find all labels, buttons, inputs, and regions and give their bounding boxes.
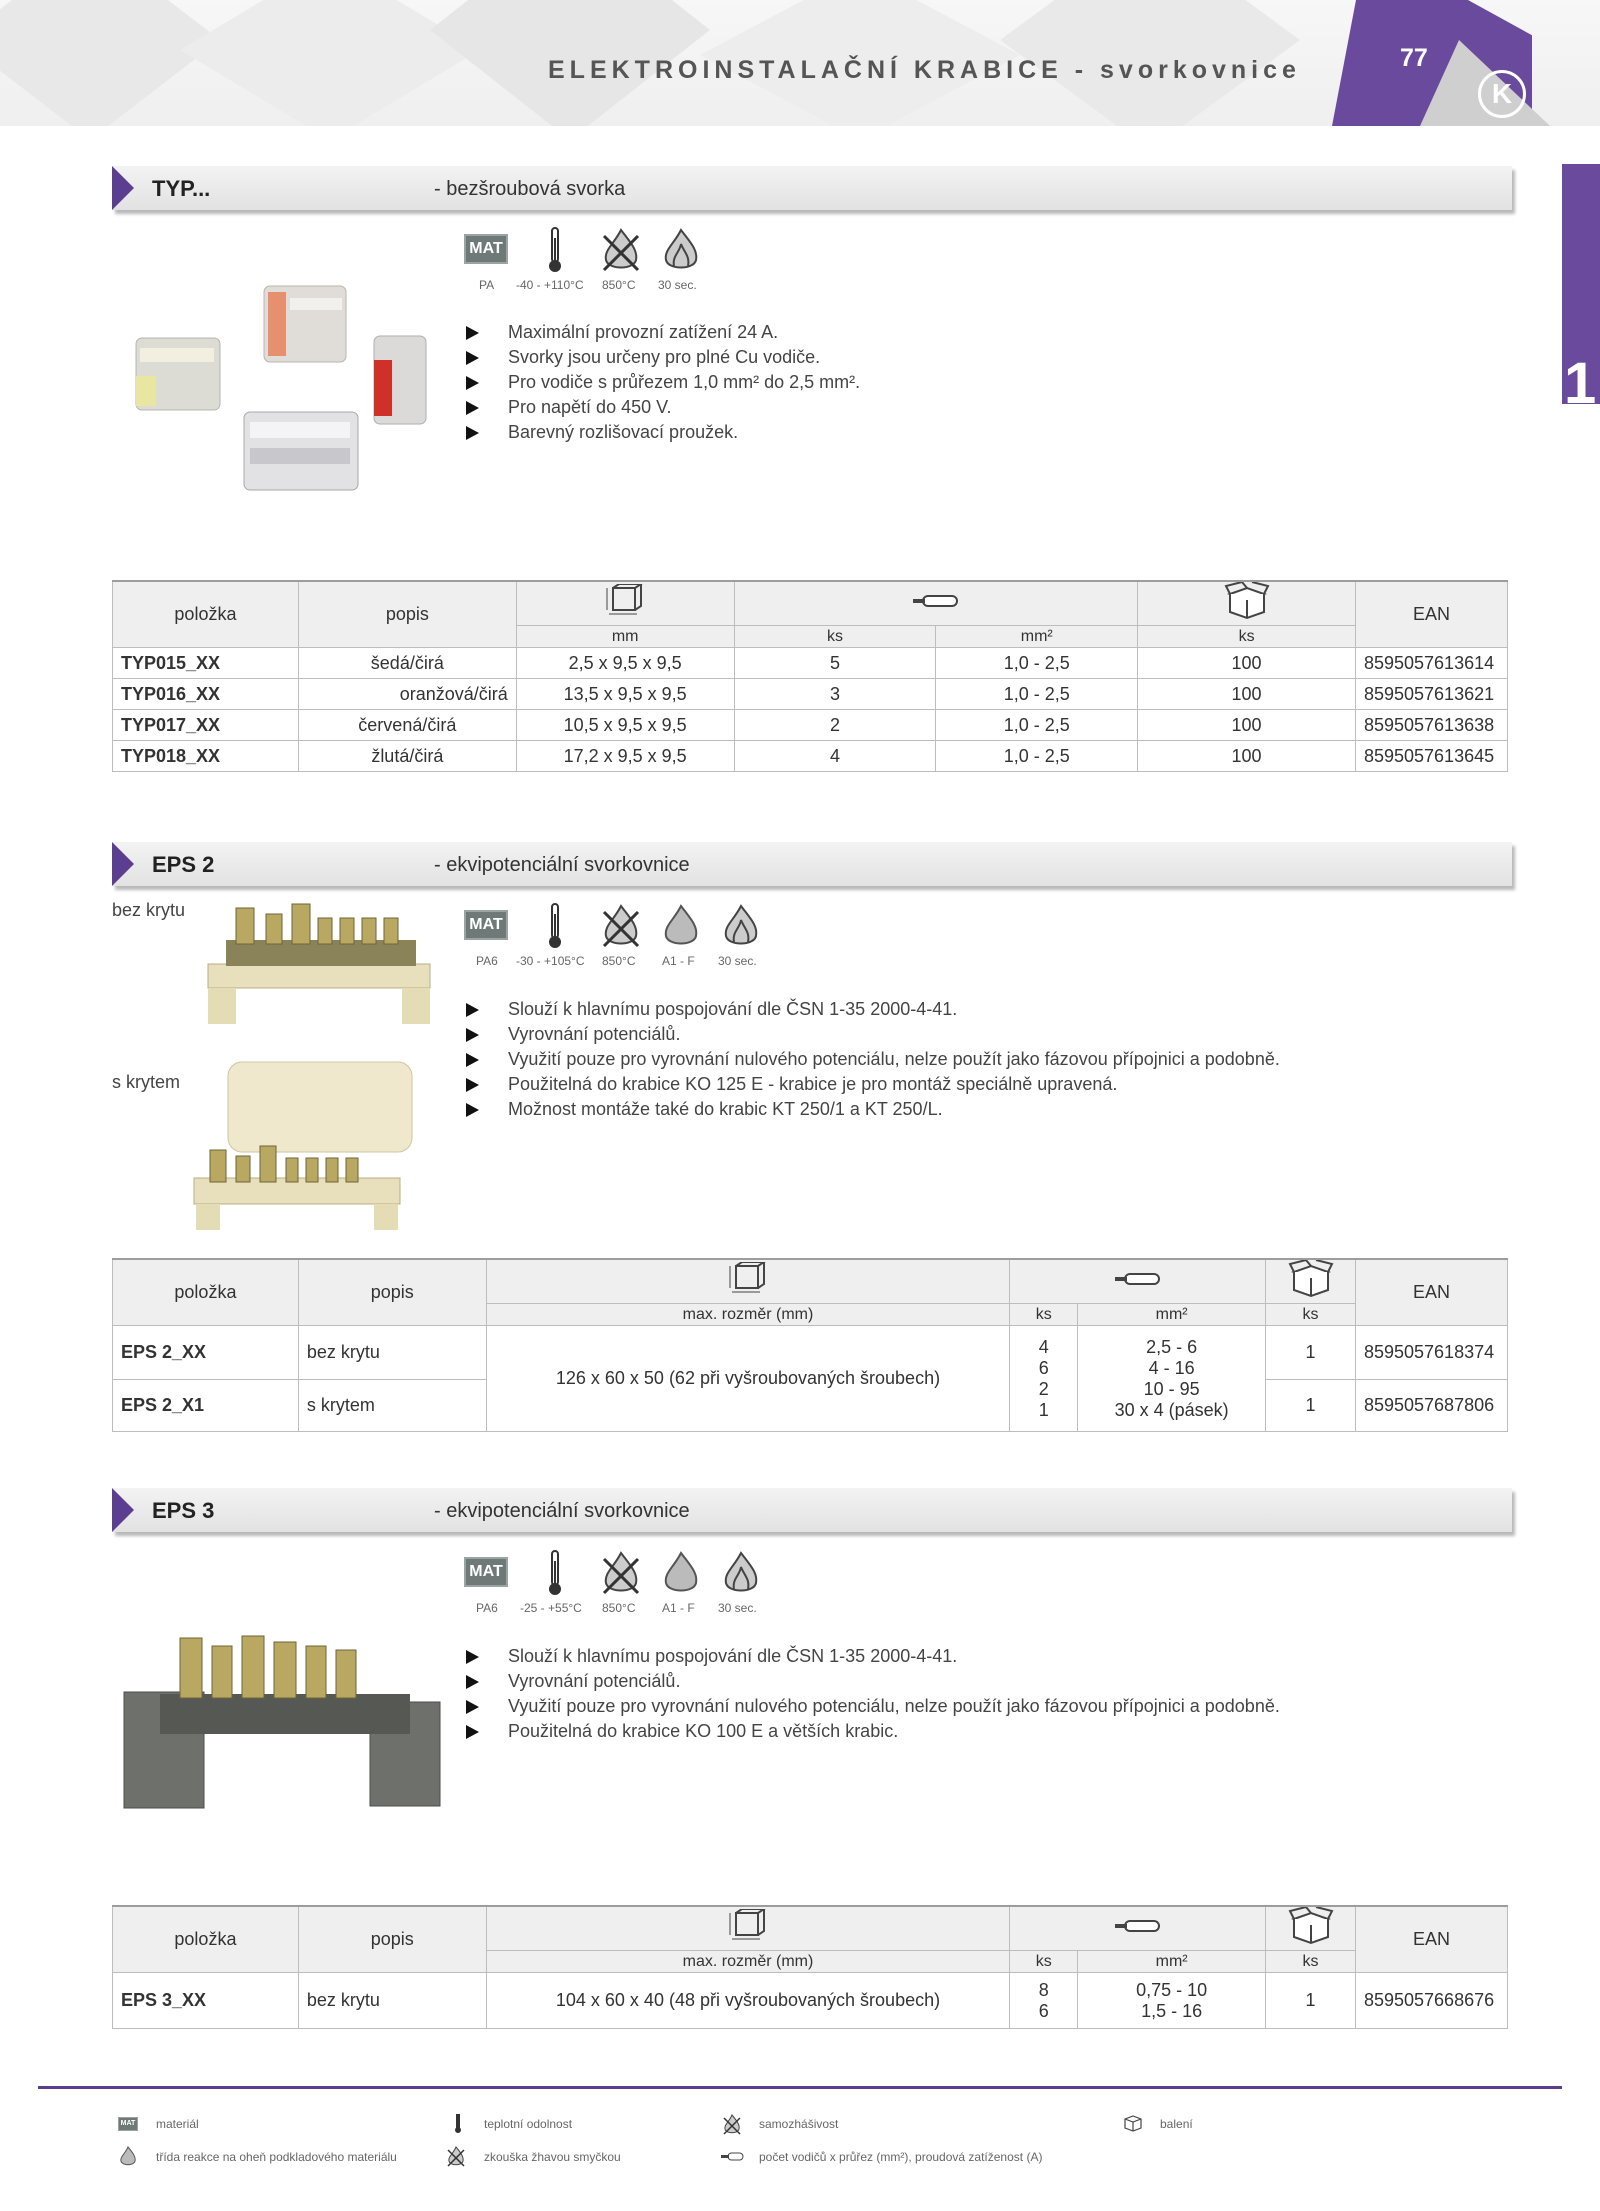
section-code: EPS 2 xyxy=(152,852,215,877)
icon-label-self-extinguishing: 850°C xyxy=(602,954,636,968)
fire-class-icon xyxy=(660,902,702,950)
chapter-number: 1 xyxy=(1564,351,1597,416)
subheader-pack: ks xyxy=(1266,1951,1356,1973)
cell-count: 4 xyxy=(734,741,936,772)
cell-description: oranžová/čirá xyxy=(298,679,516,710)
cell-dimension: 104 x 60 x 40 (48 při vyšroubovaných šroubech) xyxy=(486,1973,1010,2029)
cell-dimension: 13,5 x 9,5 x 9,5 xyxy=(516,679,734,710)
legend-material: materiál xyxy=(156,2117,199,2131)
cell-description: s krytem xyxy=(298,1380,486,1432)
col-header-ean: EAN xyxy=(1355,1259,1507,1326)
cell-dimension: 2,5 x 9,5 x 9,5 xyxy=(516,648,734,679)
dimension-icon-cell xyxy=(486,1906,1010,1951)
cell-item: EPS 2_XX xyxy=(113,1326,299,1380)
package-icon-cell xyxy=(1266,1259,1356,1304)
feature-item: Slouží k hlavnímu pospojování dle ČSN 1-35 2000-4-41. xyxy=(466,1644,1280,1669)
icon-label-material: PA6 xyxy=(476,954,498,968)
conductor-icon-cell xyxy=(1010,1906,1266,1951)
col-header-ean: EAN xyxy=(1355,1906,1507,1973)
thermometer-icon xyxy=(544,902,566,950)
footer-divider xyxy=(38,2086,1562,2089)
icon-label-glow-wire: 30 sec. xyxy=(658,278,697,292)
feature-item: Pro vodiče s průřezem 1,0 mm² do 2,5 mm². xyxy=(466,370,860,395)
feature-list-eps3 xyxy=(466,1644,1280,1744)
clamp-orange-photo xyxy=(264,286,346,362)
cell-count: 2 xyxy=(734,710,936,741)
subheader-count: ks xyxy=(734,626,936,648)
fire-class-icon xyxy=(118,2145,138,2167)
feature-item: Využití pouze pro vyrovnání nulového potenciálu, nelze použít jako fázovou přípojnici a podobně. xyxy=(466,1047,1280,1072)
variant-label-without-cover: bez krytu xyxy=(112,900,186,920)
self-extinguishing-icon xyxy=(722,2113,742,2135)
icon-label-temperature: -30 - +105°C xyxy=(516,954,585,968)
table-row xyxy=(113,679,1508,710)
section-description: - bezšroubová svorka xyxy=(434,178,626,200)
count-value: 6 xyxy=(1038,1357,1049,1378)
cell-ean: 8595057618374 xyxy=(1355,1326,1507,1380)
feature-item: Maximální provozní zatížení 24 A. xyxy=(466,320,860,345)
subheader-dimension: mm xyxy=(516,626,734,648)
conductor-icon-cell xyxy=(734,581,1138,626)
spec-table-eps2 xyxy=(112,1258,1508,1432)
table-row xyxy=(113,710,1508,741)
cell-count: 5 xyxy=(734,648,936,679)
cell-ean: 8595057613645 xyxy=(1355,741,1507,772)
subheader-pack: ks xyxy=(1266,1304,1356,1326)
col-header-description: popis xyxy=(298,1259,486,1326)
package-icon-cell xyxy=(1138,581,1356,626)
clamp-grey-photo xyxy=(136,338,220,410)
icon-label-temperature: -40 - +110°C xyxy=(516,278,584,292)
cell-ean: 8595057613638 xyxy=(1355,710,1507,741)
icon-label-temperature: -25 - +55°C xyxy=(520,1601,582,1615)
icon-label-fire-class: A1 - F xyxy=(662,1601,695,1615)
subheader-cross-section: mm² xyxy=(1078,1951,1266,1973)
subheader-dimension: max. rozměr (mm) xyxy=(486,1951,1010,1973)
section-arrow-icon xyxy=(112,842,134,886)
material-icon: MAT xyxy=(464,910,508,940)
dimension-icon xyxy=(728,1909,768,1943)
material-icon: MAT xyxy=(118,2117,138,2131)
col-header-description: popis xyxy=(298,1906,486,1973)
conductor-icon xyxy=(1113,1271,1163,1287)
feature-item: Vyrovnání potenciálů. xyxy=(466,1022,1280,1047)
cell-description: bez krytu xyxy=(298,1973,486,2029)
legend-fire-class: třída reakce na oheň podkladového materiálu xyxy=(156,2150,397,2164)
table-row xyxy=(113,741,1508,772)
cross-section-value: 1,5 - 16 xyxy=(1141,2000,1203,2021)
cell-pack: 100 xyxy=(1138,648,1356,679)
feature-list-eps2 xyxy=(466,997,1280,1122)
feature-list-typ xyxy=(466,320,860,445)
col-header-description: popis xyxy=(298,581,516,648)
cell-description: bez krytu xyxy=(298,1326,486,1380)
section-code: TYP... xyxy=(152,176,211,201)
self-extinguishing-icon xyxy=(600,226,642,274)
cell-dimension: 10,5 x 9,5 x 9,5 xyxy=(516,710,734,741)
cross-section-value: 2,5 - 6 xyxy=(1146,1336,1198,1357)
cell-cross-section-stack xyxy=(1078,1973,1266,2029)
icon-label-glow-wire: 30 sec. xyxy=(718,954,757,968)
cross-section-value: 30 x 4 (pásek) xyxy=(1114,1399,1229,1420)
subheader-cross-section: mm² xyxy=(936,626,1138,648)
section-header-typ xyxy=(112,166,1512,210)
subheader-pack: ks xyxy=(1138,626,1356,648)
conductor-icon-cell xyxy=(1010,1259,1266,1304)
spec-table-typ xyxy=(112,580,1508,772)
product-photo-typ xyxy=(130,282,430,496)
cell-cross-section: 1,0 - 2,5 xyxy=(936,741,1138,772)
table-row xyxy=(113,648,1508,679)
feature-item: Slouží k hlavnímu pospojování dle ČSN 1-35 2000-4-41. xyxy=(466,997,1280,1022)
cross-section-value: 10 - 95 xyxy=(1143,1378,1200,1399)
cross-section-value: 0,75 - 10 xyxy=(1136,1979,1208,2000)
subheader-cross-section: mm² xyxy=(1078,1304,1266,1326)
table-row xyxy=(113,1973,1508,2029)
cell-item: EPS 2_X1 xyxy=(113,1380,299,1432)
feature-item: Možnost montáže také do krabic KT 250/1 a KT 250/L. xyxy=(466,1097,1280,1122)
cell-cross-section: 1,0 - 2,5 xyxy=(936,710,1138,741)
glow-wire-icon xyxy=(446,2145,466,2167)
material-icon: MAT xyxy=(464,1557,508,1587)
product-photo-eps2-bare xyxy=(206,900,432,1026)
feature-item: Pro napětí do 450 V. xyxy=(466,395,860,420)
cell-dimension: 17,2 x 9,5 x 9,5 xyxy=(516,741,734,772)
cell-ean: 8595057687806 xyxy=(1355,1380,1507,1432)
conductor-icon xyxy=(720,2152,744,2162)
cell-pack: 1 xyxy=(1266,1380,1356,1432)
icon-label-material: PA6 xyxy=(476,1601,498,1615)
section-header-eps3 xyxy=(112,1488,1512,1532)
feature-item: Použitelná do krabice KO 125 E - krabice je pro montáž speciálně upravená. xyxy=(466,1072,1280,1097)
legend-packaging: balení xyxy=(1160,2117,1193,2131)
legend-temperature: teplotní odolnost xyxy=(484,2117,573,2131)
page-title: ELEKTROINSTALAČNÍ KRABICE - svorkovnice xyxy=(548,56,1301,84)
thermometer-icon xyxy=(454,2114,462,2134)
package-icon-cell xyxy=(1266,1906,1356,1951)
dimension-icon xyxy=(728,1262,768,1296)
legend-conductors: počet vodičů x průřez (mm²), proudová zatíženost (A) xyxy=(759,2150,1043,2164)
section-description: - ekvipotenciální svorkovnice xyxy=(434,1500,690,1522)
page-number: 77 xyxy=(1400,44,1428,72)
table-row xyxy=(113,1326,1508,1380)
subheader-count: ks xyxy=(1010,1304,1078,1326)
cell-pack: 1 xyxy=(1266,1326,1356,1380)
count-value: 6 xyxy=(1038,2000,1049,2021)
cell-description: žlutá/čirá xyxy=(298,741,516,772)
cell-cross-section-stack xyxy=(1078,1326,1266,1432)
cell-pack: 100 xyxy=(1138,741,1356,772)
section-header-eps2 xyxy=(112,842,1512,886)
package-icon xyxy=(1224,582,1270,620)
cell-item: TYP016_XX xyxy=(113,679,299,710)
glow-wire-icon xyxy=(720,902,762,950)
cell-pack: 100 xyxy=(1138,679,1356,710)
col-header-item: položka xyxy=(113,1259,299,1326)
icon-label-material: PA xyxy=(479,278,495,292)
section-code: EPS 3 xyxy=(152,1498,215,1523)
feature-item: Svorky jsou určeny pro plné Cu vodiče. xyxy=(466,345,860,370)
conductor-icon xyxy=(911,593,961,609)
col-header-item: položka xyxy=(113,1906,299,1973)
cell-description: šedá/čirá xyxy=(298,648,516,679)
package-icon xyxy=(1288,1260,1334,1298)
dimension-icon-cell xyxy=(486,1259,1010,1304)
cell-count: 3 xyxy=(734,679,936,710)
variant-label-with-cover: s krytem xyxy=(112,1072,181,1092)
cell-pack: 100 xyxy=(1138,710,1356,741)
cell-ean: 8595057668676 xyxy=(1355,1973,1507,2029)
col-header-item: položka xyxy=(113,581,299,648)
legend-self-extinguishing: samozhášivost xyxy=(759,2117,839,2131)
icon-label-self-extinguishing: 850°C xyxy=(602,1601,636,1615)
cross-section-value: 4 - 16 xyxy=(1148,1357,1195,1378)
cell-count-stack xyxy=(1010,1326,1078,1432)
cell-dimension: 126 x 60 x 50 (62 při vyšroubovaných šroubech) xyxy=(486,1326,1010,1432)
feature-item: Barevný rozlišovací proužek. xyxy=(466,420,860,445)
package-icon xyxy=(1288,1907,1334,1945)
dimension-icon-cell xyxy=(516,581,734,626)
cell-cross-section: 1,0 - 2,5 xyxy=(936,648,1138,679)
product-photo-eps2-covered xyxy=(192,1058,418,1232)
product-photo-eps3 xyxy=(120,1632,444,1812)
conductor-icon xyxy=(1113,1918,1163,1934)
bg-shape xyxy=(0,0,220,126)
section-description: - ekvipotenciální svorkovnice xyxy=(434,854,690,876)
feature-item: Použitelná do krabice KO 100 E a větších krabic. xyxy=(466,1719,1280,1744)
package-icon xyxy=(1122,2113,1144,2133)
cell-count-stack xyxy=(1010,1973,1078,2029)
spec-table-eps3 xyxy=(112,1905,1508,2029)
cell-ean: 8595057613621 xyxy=(1355,679,1507,710)
cell-item: TYP015_XX xyxy=(113,648,299,679)
glow-wire-icon xyxy=(720,1549,762,1597)
icon-label-fire-class: A1 - F xyxy=(662,954,695,968)
section-arrow-icon xyxy=(112,1488,134,1532)
cell-description: červená/čirá xyxy=(298,710,516,741)
icon-label-self-extinguishing: 850°C xyxy=(602,278,636,292)
cell-pack: 1 xyxy=(1266,1973,1356,2029)
dimension-icon xyxy=(605,584,645,618)
fire-class-icon xyxy=(660,1549,702,1597)
count-value: 4 xyxy=(1038,1336,1049,1357)
self-extinguishing-icon xyxy=(600,902,642,950)
count-value: 2 xyxy=(1038,1378,1049,1399)
legend-glow-wire: zkouška žhavou smyčkou xyxy=(484,2150,621,2164)
count-value: 1 xyxy=(1038,1399,1049,1420)
subheader-dimension: max. rozměr (mm) xyxy=(486,1304,1010,1326)
cell-cross-section: 1,0 - 2,5 xyxy=(936,679,1138,710)
thermometer-icon xyxy=(544,226,566,274)
bg-shape xyxy=(180,0,480,126)
feature-item: Využití pouze pro vyrovnání nulového potenciálu, nelze použít jako fázovou přípojnici a podobně. xyxy=(466,1694,1280,1719)
glow-wire-icon xyxy=(660,226,702,274)
feature-item: Vyrovnání potenciálů. xyxy=(466,1669,1280,1694)
count-value: 8 xyxy=(1038,1979,1049,2000)
icon-label-glow-wire: 30 sec. xyxy=(718,1601,757,1615)
clamp-yellow-photo xyxy=(244,412,358,490)
col-header-ean: EAN xyxy=(1355,581,1507,648)
cell-item: EPS 3_XX xyxy=(113,1973,299,2029)
thermometer-icon xyxy=(544,1549,566,1597)
brand-logo: K xyxy=(1478,70,1526,118)
cell-item: TYP018_XX xyxy=(113,741,299,772)
cell-item: TYP017_XX xyxy=(113,710,299,741)
cell-ean: 8595057613614 xyxy=(1355,648,1507,679)
subheader-count: ks xyxy=(1010,1951,1078,1973)
section-arrow-icon xyxy=(112,166,134,210)
material-icon: MAT xyxy=(464,234,508,264)
clamp-red-photo xyxy=(374,336,426,424)
self-extinguishing-icon xyxy=(600,1549,642,1597)
